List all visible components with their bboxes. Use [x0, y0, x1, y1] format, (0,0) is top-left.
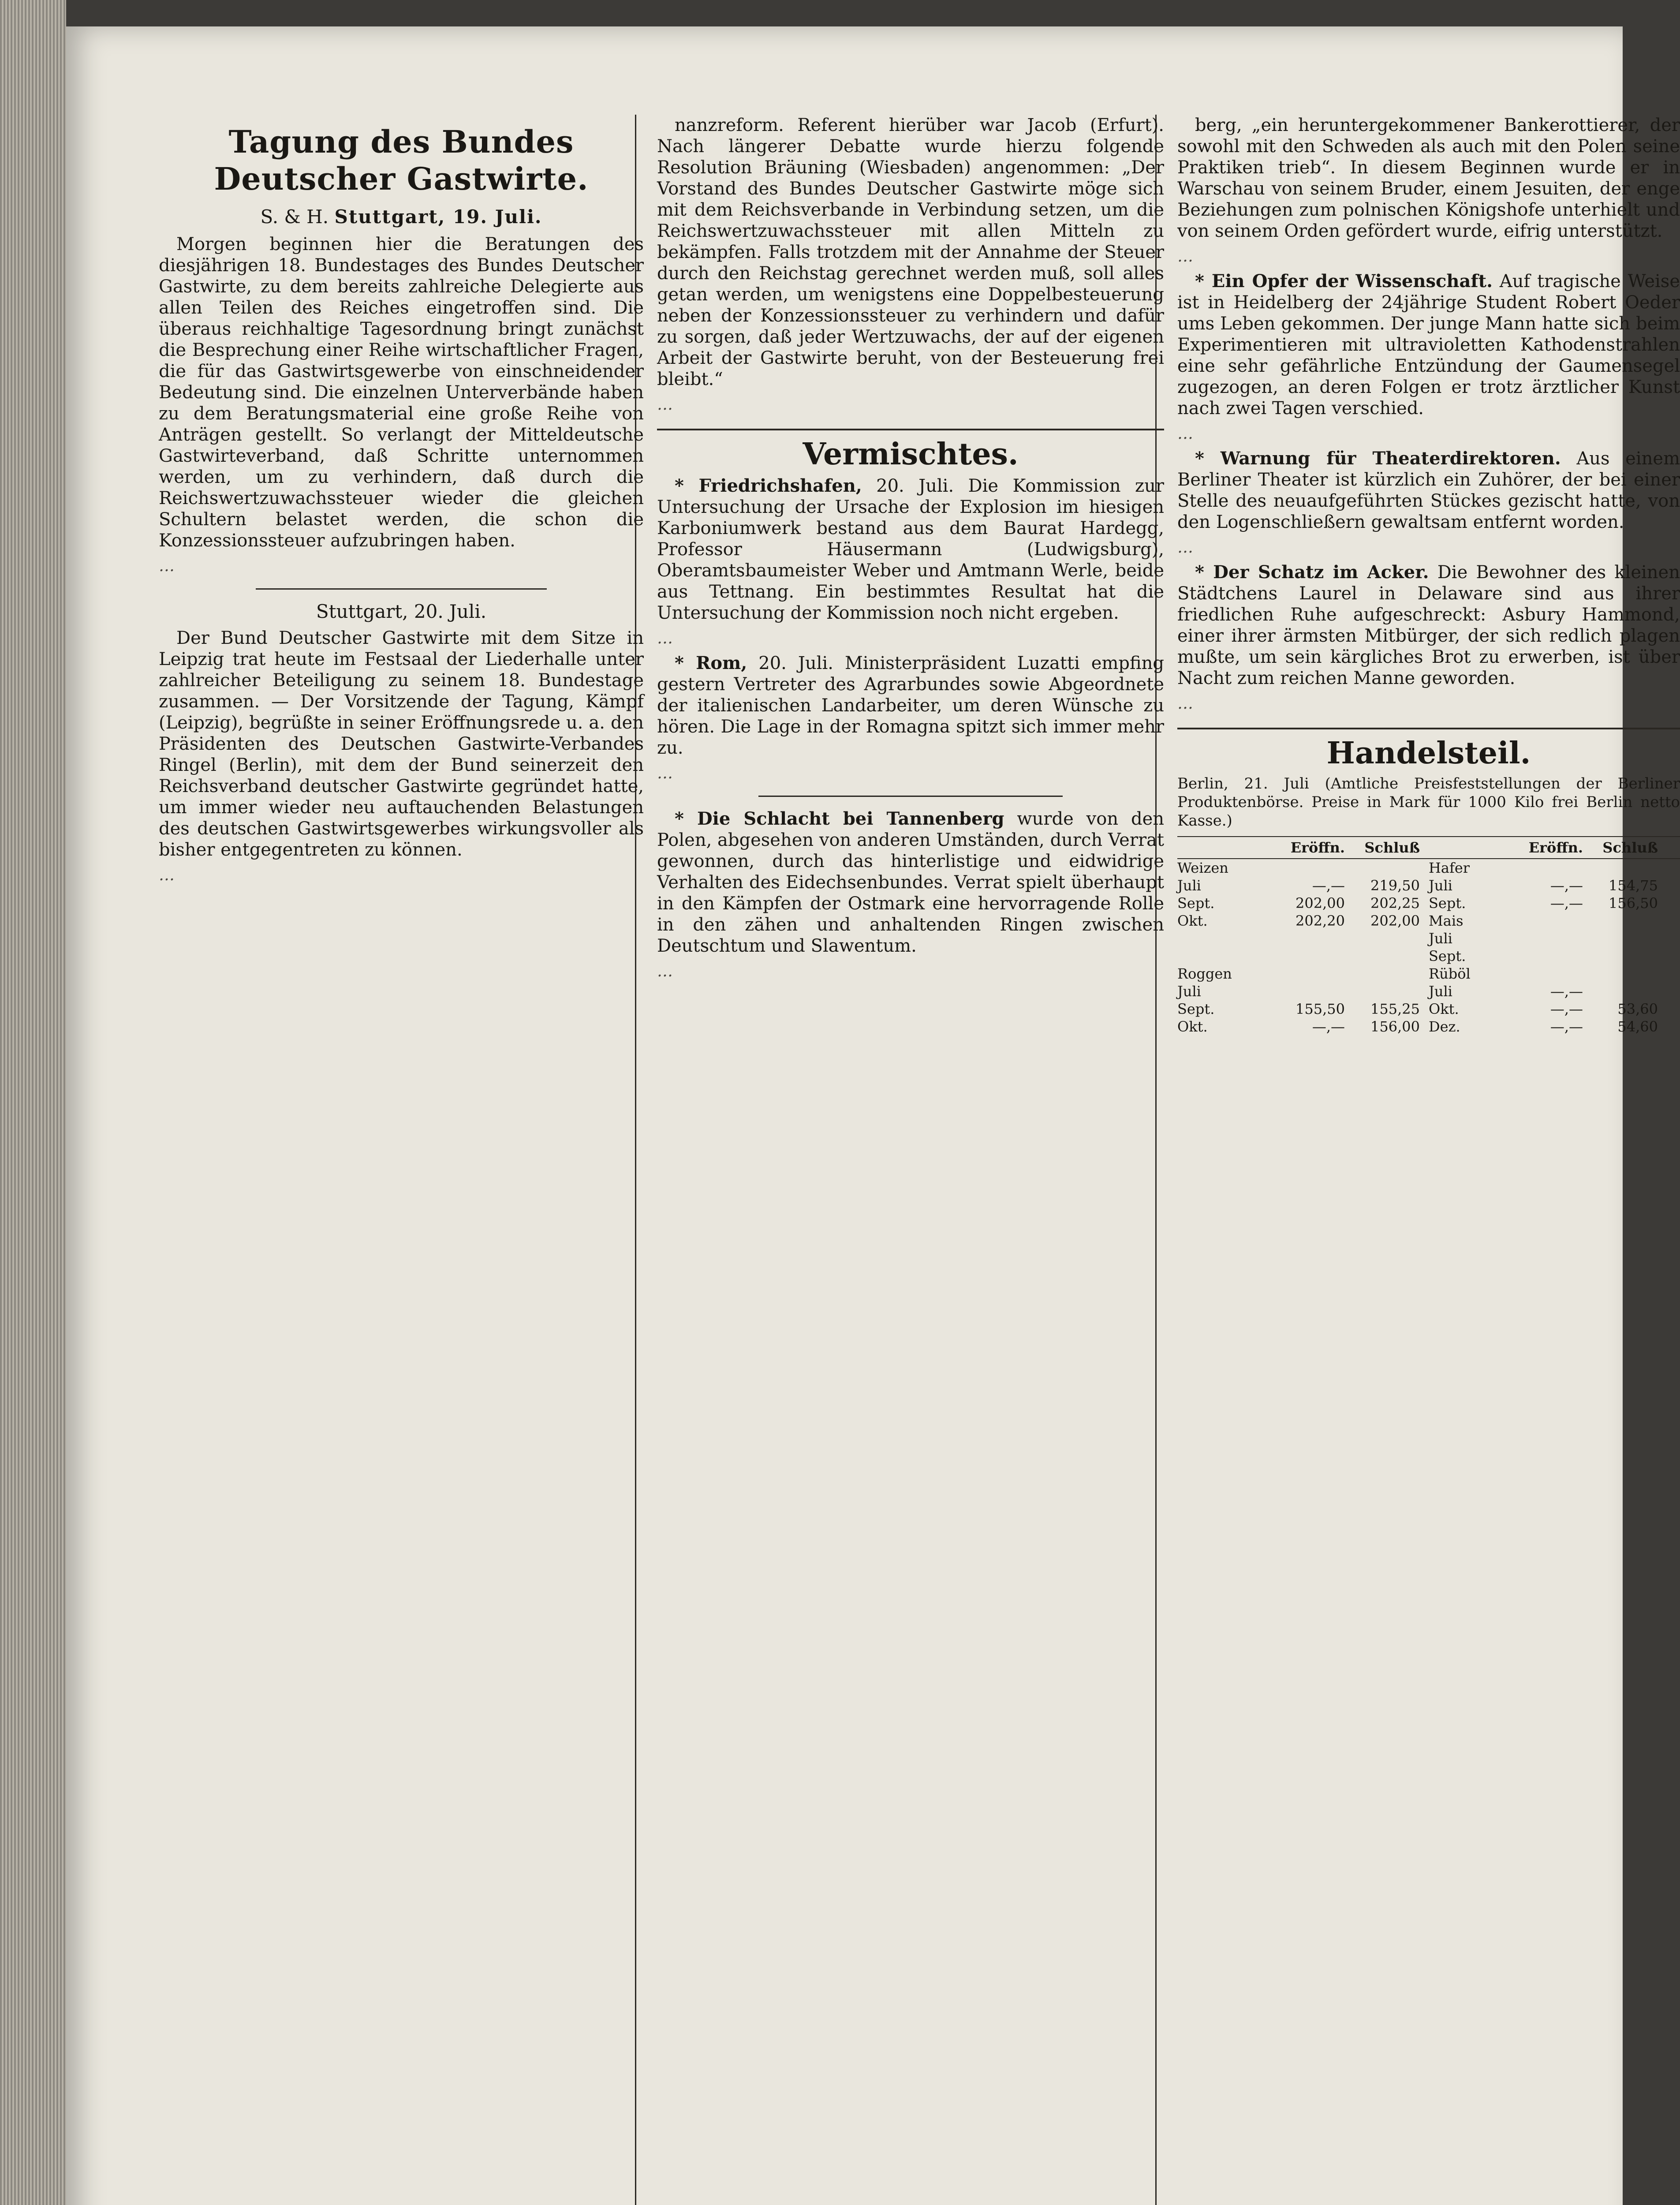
news-item-head: * Der Schatz im Acker.: [1195, 562, 1429, 583]
table-cell: Sept.: [1429, 895, 1466, 912]
table-row: [1177, 1018, 1680, 1035]
news-item-head: * Ein Opfer der Wissenschaft.: [1195, 271, 1493, 292]
column-1: [159, 115, 644, 889]
table-cell: Juli: [1177, 877, 1201, 894]
table-cell: —,—: [1550, 1001, 1583, 1017]
article-paragraph: berg, „ein heruntergekommener Bankerottierer, der sowohl mit den Schweden als auch mit den Polen seine Praktiken trieb“. In diesem Beginnen wurde er in Warschau von seinem Bruder, einem Jesuiten, der enge Beziehungen zum polnischen Königshofe unterhielt und von seinem Orden gefördert wurde, eifrig unterstützt.: [1177, 115, 1680, 241]
table-cell: [1504, 947, 1583, 965]
article-paragraph: nanzreform. Referent hierüber war Jacob (Erfurt). Nach längerer Debatte wurde hierzu folgende Resolution Bräuning (Wiesbaden) angenommen: „Der Vorstand des Bundes Deutscher Gastwirte möge sich mit dem Reichsverbande in Verbindung setzen, um die Reichswertzuwachssteuer mit allen Mitteln zu bekämpfen. Falls trotzdem mit der Annahme der Steuer durch den Reichstag gerechnet werden muß, soll alles getan werden, um wenigstens eine Doppelbesteuerung neben der Konzessionssteuer zu verhindern und dafür zu sorgen, daß jeder Wertzuwachs, der auf der eigenen Arbeit der Gastwirte beruht, von der Besteuerung frei bleibt.“: [657, 115, 1164, 389]
table-row: [1177, 983, 1680, 1000]
table-cell: —,—: [1312, 1018, 1345, 1035]
continued-marker: …: [1177, 425, 1193, 443]
article-headline: Tagung des Bundes Deutscher Gastwirte.: [214, 123, 589, 197]
article-dateline: [159, 206, 644, 228]
column-2: [657, 115, 1164, 986]
news-item-text: Aus einem Berliner Theater ist kürzlich ein Zuhörer, der bei einer Stelle des neuaufgeführten Stückes gezischt hatte, von den Logenschließern gewaltsam entfernt worden.: [1177, 448, 1680, 532]
dateline-source: S. & H.: [260, 206, 329, 228]
news-item-text: Die Bewohner des kleinen Städtchens Laurel in Delaware sind aus ihrer friedlichen Ruhe aufgeschreckt: Asbury Hammond, einer ihrer ärmsten Mitbürger, der sich redlich plagen mußte, um sein kärgliches Brot zu erwerben, ist über Nacht zum reichen Manne geworden.: [1177, 562, 1680, 688]
table-header-cell: [1429, 839, 1504, 856]
table-cell: [1583, 947, 1658, 965]
table-cell: Dez.: [1429, 1018, 1460, 1035]
table-cell: [1177, 947, 1266, 965]
separator: [256, 588, 547, 590]
table-header-cell: Schluß: [1364, 839, 1420, 856]
news-item: [657, 808, 1164, 957]
table-cell: [1266, 930, 1345, 947]
news-item-head: * Rom,: [675, 653, 747, 673]
table-cell: 54,60: [1617, 1018, 1658, 1035]
table-cell: [1504, 930, 1583, 947]
table-cell: Mais: [1429, 912, 1463, 929]
news-item-head: * Die Schlacht bei Tannenberg: [675, 808, 1004, 829]
table-cell: 155,25: [1370, 1001, 1420, 1017]
table-header-cell: [1177, 839, 1266, 856]
continued-marker: …: [657, 962, 673, 980]
table-cell: —,—: [1550, 895, 1583, 912]
table-cell: [1345, 947, 1429, 965]
table-cell: [1266, 983, 1345, 1000]
table-cell: 202,00: [1295, 895, 1345, 912]
table-row: [1177, 859, 1680, 877]
table-cell: —,—: [1550, 983, 1583, 1000]
news-item: [1177, 271, 1680, 419]
table-cell: [1177, 930, 1266, 947]
separator: [758, 796, 1063, 797]
table-cell: Weizen: [1177, 860, 1228, 876]
table-cell: [1345, 859, 1429, 877]
table-cell: 219,50: [1370, 877, 1420, 894]
table-header-cell: Eröffn.: [1528, 839, 1583, 856]
continued-marker: …: [159, 557, 175, 575]
table-row: [1177, 965, 1680, 983]
continued-marker: …: [1177, 538, 1193, 557]
news-item-date: 20. Juli.: [758, 653, 833, 673]
news-item-text: wurde von den Polen, abgesehen von anderen Umständen, durch Verrat gewonnen, durch das hinterlistige und eidwidrige Verhalten des Eidechsenbundes. Verrat spielt überhaupt in den Kämpfen der Ostmark eine hervorragende Rolle in den zähen und anhaltenden Ringen zwischen Deutschtum und Slawentum.: [657, 809, 1165, 956]
market-intro: Berlin, 21. Juli (Amtliche Preisfeststellungen der Berliner Produktenbörse. Preise in Mark für 1000 Kilo frei Berlin netto Kasse.): [1177, 775, 1680, 830]
table-cell: Hafer: [1429, 860, 1470, 876]
table-header-cell: Schluß: [1602, 839, 1658, 856]
table-cell: [1345, 983, 1429, 1000]
table-row: [1177, 930, 1680, 947]
table-header: [1177, 836, 1680, 859]
market-price-table: [1177, 836, 1680, 1035]
table-row: [1177, 1000, 1680, 1018]
table-cell: 202,20: [1295, 912, 1345, 929]
section-title-vermischtes: Vermischtes.: [803, 437, 1019, 472]
table-cell: [1504, 859, 1583, 877]
table-cell: [1583, 859, 1658, 877]
table-cell: [1345, 930, 1429, 947]
table-cell: [1266, 947, 1345, 965]
news-item: [657, 653, 1164, 759]
table-cell: 156,00: [1370, 1018, 1420, 1035]
newspaper-page: [66, 26, 1680, 2205]
table-cell: [1504, 965, 1583, 983]
table-cell: [1583, 912, 1658, 930]
table-row: [1177, 947, 1680, 965]
table-cell: 156,50: [1609, 895, 1658, 912]
table-cell: Juli: [1429, 983, 1452, 1000]
article-paragraph: Der Bund Deutscher Gastwirte mit dem Sitze in Leipzig trat heute im Festsaal der Liederhalle unter zahlreicher Beteiligung zu seinem 18. Bundestage zusammen. — Der Vorsitzende der Tagung, Kämpf (Leipzig), begrüßte in seiner Eröffnungsrede u. a. den Präsidenten des Deutschen Gastwirte-Verbandes Ringel (Berlin), mit dem der Bund seinerzeit den Reichsverband deutscher Gastwirte gegründet hatte, um immer wieder neu auftauchenden Belastungen des deutschen Gastwirtsgewerbes wirkungsvoller als bisher entgegentreten zu können.: [159, 628, 644, 860]
article-dateline-2: Stuttgart, 20. Juli.: [316, 601, 487, 622]
section-rule: [657, 429, 1164, 430]
table-cell: [1266, 965, 1345, 983]
section-title-handelsteil: Handelsteil.: [1326, 736, 1531, 771]
news-item-text: Die Kommission zur Untersuchung der Ursache der Explosion im hiesigen Karboniumwerk bestand aus dem Baurat Hardegg, Professor Häusermann (Ludwigsburg), Oberamtsbaumeister Weber und Amtmann Werle, beide aus Tettnang. Ein bestimmtes Resultat hat die Untersuchung der Kommission noch nicht ergeben.: [657, 476, 1164, 623]
article-paragraph: Morgen beginnen hier die Beratungen des diesjährigen 18. Bundestages des Bundes Deutscher Gastwirte, zu dem bereits zahlreiche Delegierte aus allen Teilen des Reiches eingetroffen sind. Die überaus reichhaltige Tagesordnung bringt zunächst die Besprechung einer Reihe wirtschaftlicher Fragen, die für das Gastwirtsgewerbe von einschneidender Bedeutung sind. Die einzelnen Unterverbände haben zu dem Beratungsmaterial eine große Reihe von Anträgen gestellt. So verlangt der Mitteldeutsche Gastwirteverband, daß Schritte unternommen werden, um zu verhindern, daß durch die Reichswertzuwachssteuer wieder die gleichen Schultern belastet werden, die schon die Konzessionssteuer aufzubringen haben.: [159, 234, 644, 551]
table-cell: [1583, 965, 1658, 983]
table-row: [1177, 912, 1680, 930]
table-cell: —,—: [1550, 1018, 1583, 1035]
table-cell: Juli: [1429, 930, 1452, 947]
news-item-date: 20. Juli.: [876, 476, 954, 496]
continued-marker: …: [159, 866, 175, 884]
table-cell: Sept.: [1429, 948, 1466, 964]
table-cell: Juli: [1177, 983, 1201, 1000]
table-cell: —,—: [1550, 877, 1583, 894]
column-3: [1177, 115, 1680, 1035]
dateline-place: Stuttgart, 19. Juli.: [334, 206, 542, 228]
table-cell: [1583, 983, 1658, 1000]
table-cell: [1583, 930, 1658, 947]
continued-marker: …: [1177, 247, 1193, 265]
table-cell: [1345, 965, 1429, 983]
section-rule: [1177, 728, 1680, 729]
table-cell: 53,60: [1617, 1001, 1658, 1017]
book-spine-edge: [0, 0, 66, 2205]
continued-marker: …: [657, 396, 673, 414]
continued-marker: …: [657, 764, 673, 782]
continued-marker: …: [1177, 695, 1193, 713]
news-item: [657, 475, 1164, 624]
news-item-head: * Friedrichshafen,: [675, 475, 862, 496]
news-item: [1177, 562, 1680, 689]
table-cell: Sept.: [1177, 1001, 1215, 1017]
table-row: [1177, 894, 1680, 912]
table-cell: Okt.: [1177, 1018, 1208, 1035]
table-cell: 155,50: [1295, 1001, 1345, 1017]
table-cell: —,—: [1312, 877, 1345, 894]
table-cell: Okt.: [1177, 912, 1208, 929]
table-cell: Roggen: [1177, 965, 1232, 982]
continued-marker: …: [657, 629, 673, 647]
table-cell: [1504, 912, 1583, 930]
table-cell: Rüböl: [1429, 965, 1471, 982]
table-row: [1177, 877, 1680, 894]
table-cell: 202,00: [1370, 912, 1420, 929]
table-cell: 202,25: [1370, 895, 1420, 912]
news-item-head: * Warnung für Theaterdirektoren.: [1195, 448, 1561, 469]
table-cell: Okt.: [1429, 1001, 1459, 1017]
table-cell: 154,75: [1609, 877, 1658, 894]
news-item-text: Ministerpräsident Luzatti empfing gestern Vertreter des Agrarbundes sowie Abgeordnete der italienischen Landarbeiter, um deren Wünsche zu hören. Die Lage in der Romagna spitzt sich immer mehr zu.: [657, 653, 1165, 758]
news-item: [1177, 448, 1680, 533]
table-cell: [1266, 859, 1345, 877]
table-cell: Sept.: [1177, 895, 1215, 912]
news-item-text: Auf tragische Weise ist in Heidelberg der 24jährige Student Robert Oeder ums Leben gekommen. Der junge Mann hatte sich beim Experimentieren mit ultravioletten Kathodenstrahlen eine sehr gefährliche Entzündung der Gaumensegel zugezogen, an deren Folgen er trotz ärztlicher Kunst nach zwei Tagen verschied.: [1177, 271, 1680, 419]
table-header-cell: Eröffn.: [1290, 839, 1345, 856]
table-cell: Juli: [1429, 877, 1452, 894]
